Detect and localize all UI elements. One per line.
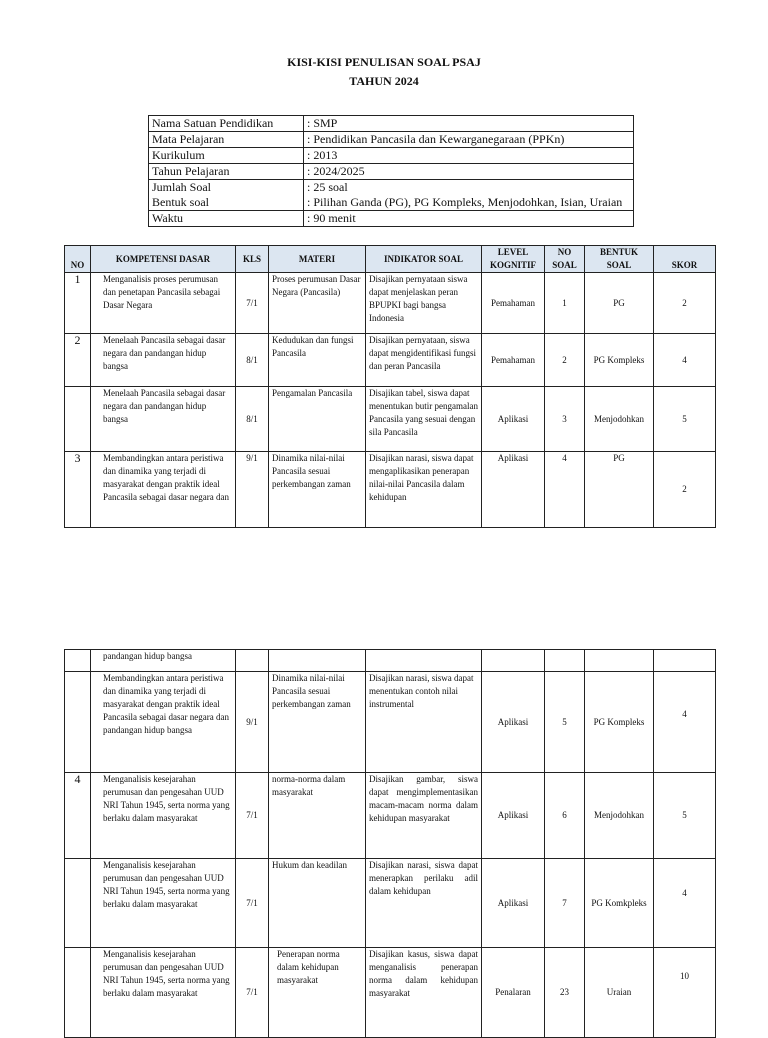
row-no-soal: 1 [545, 273, 585, 334]
grid-table-continued [64, 649, 716, 1038]
row-indikator: Disajikan narasi, siswa dapat mengaplikasikan penerapan nilai-nilai Pancasila dalam kehidupan [366, 452, 482, 528]
document-title: KISI-KISI PENULISAN SOAL PSAJ [287, 55, 481, 69]
row-kd: Menganalisis kesejarahan perumusan dan pengesahan UUD NRI Tahun 1945, serta norma yang berlaku dalam masyarakat [91, 948, 236, 1038]
header-level: LEVEL KOGNITIF [482, 246, 545, 273]
row-skor: 5 [654, 387, 716, 452]
row-indikator: Disajikan gambar, siswa dapat mengimplementasikan macam-macam norma dalam kehidupan masyarakat [366, 773, 482, 859]
row-bentuk [585, 650, 654, 672]
row-kd: pandangan hidup bangsa [91, 650, 236, 672]
row-no-soal: 6 [545, 773, 585, 859]
table-row [65, 452, 716, 528]
row-materi: Proses perumusan Dasar Negara (Pancasila) [269, 273, 366, 334]
row-no-soal: 2 [545, 334, 585, 387]
row-materi: Hukum dan keadilan [269, 859, 366, 948]
info-label: Nama Satuan Pendidikan [149, 116, 304, 132]
row-bentuk: Uraian [585, 948, 654, 1038]
row-kls: 9/1 [236, 672, 269, 773]
row-bentuk: PG Kompleks [585, 334, 654, 387]
row-kd: Menganalisis kesejarahan perumusan dan pengesahan UUD NRI Tahun 1945, serta norma yang berlaku dalam masyarakat [91, 773, 236, 859]
grid-table [64, 245, 716, 528]
row-no [65, 672, 91, 773]
row-level: Pemahaman [482, 334, 545, 387]
row-no-soal: 23 [545, 948, 585, 1038]
row-no: 4 [65, 773, 91, 859]
row-indikator: Disajikan kasus, siswa dapat menganalisis penerapan norma dalam kehidupan masyarakat [366, 948, 482, 1038]
row-kls: 7/1 [236, 773, 269, 859]
row-kd: Menelaah Pancasila sebagai dasar negara dan pandangan hidup bangsa [91, 334, 236, 387]
table-row [65, 672, 716, 773]
row-materi: Pengamalan Pancasila [269, 387, 366, 452]
header-kls: KLS [236, 246, 269, 273]
row-indikator: Disajikan narasi, siswa dapat menentukan contoh nilai instrumental [366, 672, 482, 773]
row-kd: Menganalisis proses perumusan dan penetapan Pancasila sebagai Dasar Negara [91, 273, 236, 334]
row-level [482, 650, 545, 672]
row-kls: 7/1 [236, 273, 269, 334]
table-row [65, 650, 716, 672]
row-level: Penalaran [482, 948, 545, 1038]
row-no: 2 [65, 334, 91, 387]
row-bentuk: PG Kompleks [585, 672, 654, 773]
info-label: Mata Pelajaran [149, 132, 304, 148]
row-materi: norma-norma dalam masyarakat [269, 773, 366, 859]
row-indikator: Disajikan pernyataan, siswa dapat mengidentifikasi fungsi dan peran Pancasila [366, 334, 482, 387]
info-value-line: : 25 soal [307, 180, 348, 194]
header-kompetensi: KOMPETENSI DASAR [91, 246, 236, 273]
row-skor: 2 [654, 273, 716, 334]
row-skor: 4 [654, 334, 716, 387]
row-level: Aplikasi [482, 672, 545, 773]
row-no: 1 [65, 273, 91, 334]
row-bentuk: PG Komkpleks [585, 859, 654, 948]
header-skor: SKOR [654, 246, 716, 273]
row-bentuk: PG [585, 452, 654, 528]
row-kls: 7/1 [236, 948, 269, 1038]
info-row [149, 211, 634, 227]
header-no-soal: NO SOAL [545, 246, 585, 273]
info-label: Kurikulum [149, 148, 304, 164]
header-no: NO [65, 246, 91, 273]
info-label [149, 180, 304, 211]
info-row [149, 116, 634, 132]
info-label: Tahun Pelajaran [149, 164, 304, 180]
row-skor: 4 [654, 672, 716, 773]
info-value: : 2013 [304, 148, 634, 164]
header-materi: MATERI [269, 246, 366, 273]
row-bentuk: Menjodohkan [585, 387, 654, 452]
table-row [65, 334, 716, 387]
row-indikator: Disajikan pernyataan siswa dapat menjelaskan peran BPUPKI bagi bangsa Indonesia [366, 273, 482, 334]
info-value-line: : Pilihan Ganda (PG), PG Kompleks, Menjodohkan, Isian, Uraian [307, 195, 623, 209]
row-level: Aplikasi [482, 452, 545, 528]
row-no [65, 859, 91, 948]
header-bentuk: BENTUK SOAL [585, 246, 654, 273]
row-materi: Dinamika nilai-nilai Pancasila sesuai perkembangan zaman [269, 452, 366, 528]
row-kd: Membandingkan antara peristiwa dan dinamika yang terjadi di masyarakat dengan praktik ideal Pancasila sebagai dasar negara dan pandangan hidup bangsa [91, 672, 236, 773]
info-label-line: Bentuk soal [152, 195, 209, 209]
document-subtitle: TAHUN 2024 [349, 74, 419, 88]
row-materi: Kedudukan dan fungsi Pancasila [269, 334, 366, 387]
row-materi [269, 650, 366, 672]
row-kd: Menganalisis kesejarahan perumusan dan pengesahan UUD NRI Tahun 1945, serta norma yang berlaku dalam masyarakat [91, 859, 236, 948]
info-row [149, 164, 634, 180]
row-kls: 9/1 [236, 452, 269, 528]
identity-table [148, 115, 634, 227]
info-row [149, 132, 634, 148]
header-indikator: INDIKATOR SOAL [366, 246, 482, 273]
row-no-soal [545, 650, 585, 672]
info-value: : Pendidikan Pancasila dan Kewarganegaraan (PPKn) [304, 132, 634, 148]
table-row [65, 773, 716, 859]
table-row [65, 948, 716, 1038]
row-bentuk: Menjodohkan [585, 773, 654, 859]
row-no [65, 650, 91, 672]
info-row [149, 180, 634, 211]
info-value: : 90 menit [304, 211, 634, 227]
table-row [65, 859, 716, 948]
info-label: Waktu [149, 211, 304, 227]
row-level: Aplikasi [482, 773, 545, 859]
row-kls: 7/1 [236, 859, 269, 948]
row-no: 3 [65, 452, 91, 528]
row-skor: 10 [654, 948, 716, 1038]
info-value [304, 180, 634, 211]
row-kd: Menelaah Pancasila sebagai dasar negara dan pandangan hidup bangsa [91, 387, 236, 452]
row-level: Pemahaman [482, 273, 545, 334]
row-skor: 5 [654, 773, 716, 859]
row-indikator [366, 650, 482, 672]
row-level: Aplikasi [482, 859, 545, 948]
info-value: : 2024/2025 [304, 164, 634, 180]
row-no [65, 948, 91, 1038]
row-skor [654, 650, 716, 672]
table-row [65, 273, 716, 334]
row-no-soal: 7 [545, 859, 585, 948]
info-value: : SMP [304, 116, 634, 132]
row-materi: Penerapan norma dalam kehidupan masyarakat [269, 948, 366, 1038]
row-no-soal: 3 [545, 387, 585, 452]
row-no [65, 387, 91, 452]
info-label-line: Jumlah Soal [152, 180, 211, 194]
row-skor: 2 [654, 452, 716, 528]
row-indikator: Disajikan narasi, siswa dapat menerapkan perilaku adil dalam kehidupan [366, 859, 482, 948]
row-bentuk: PG [585, 273, 654, 334]
row-kd: Membandingkan antara peristiwa dan dinamika yang terjadi di masyarakat dengan praktik ideal Pancasila sebagai dasar negara dan [91, 452, 236, 528]
row-skor: 4 [654, 859, 716, 948]
info-row [149, 148, 634, 164]
row-indikator: Disajikan tabel, siswa dapat menentukan butir pengamalan Pancasila yang sesuai dengan sila Pancasila [366, 387, 482, 452]
row-kls [236, 650, 269, 672]
row-level: Aplikasi [482, 387, 545, 452]
table-row [65, 387, 716, 452]
row-kls: 8/1 [236, 387, 269, 452]
row-kls: 8/1 [236, 334, 269, 387]
row-materi: Dinamika nilai-nilai Pancasila sesuai perkembangan zaman [269, 672, 366, 773]
row-no-soal: 5 [545, 672, 585, 773]
row-no-soal: 4 [545, 452, 585, 528]
header-row [65, 246, 716, 273]
